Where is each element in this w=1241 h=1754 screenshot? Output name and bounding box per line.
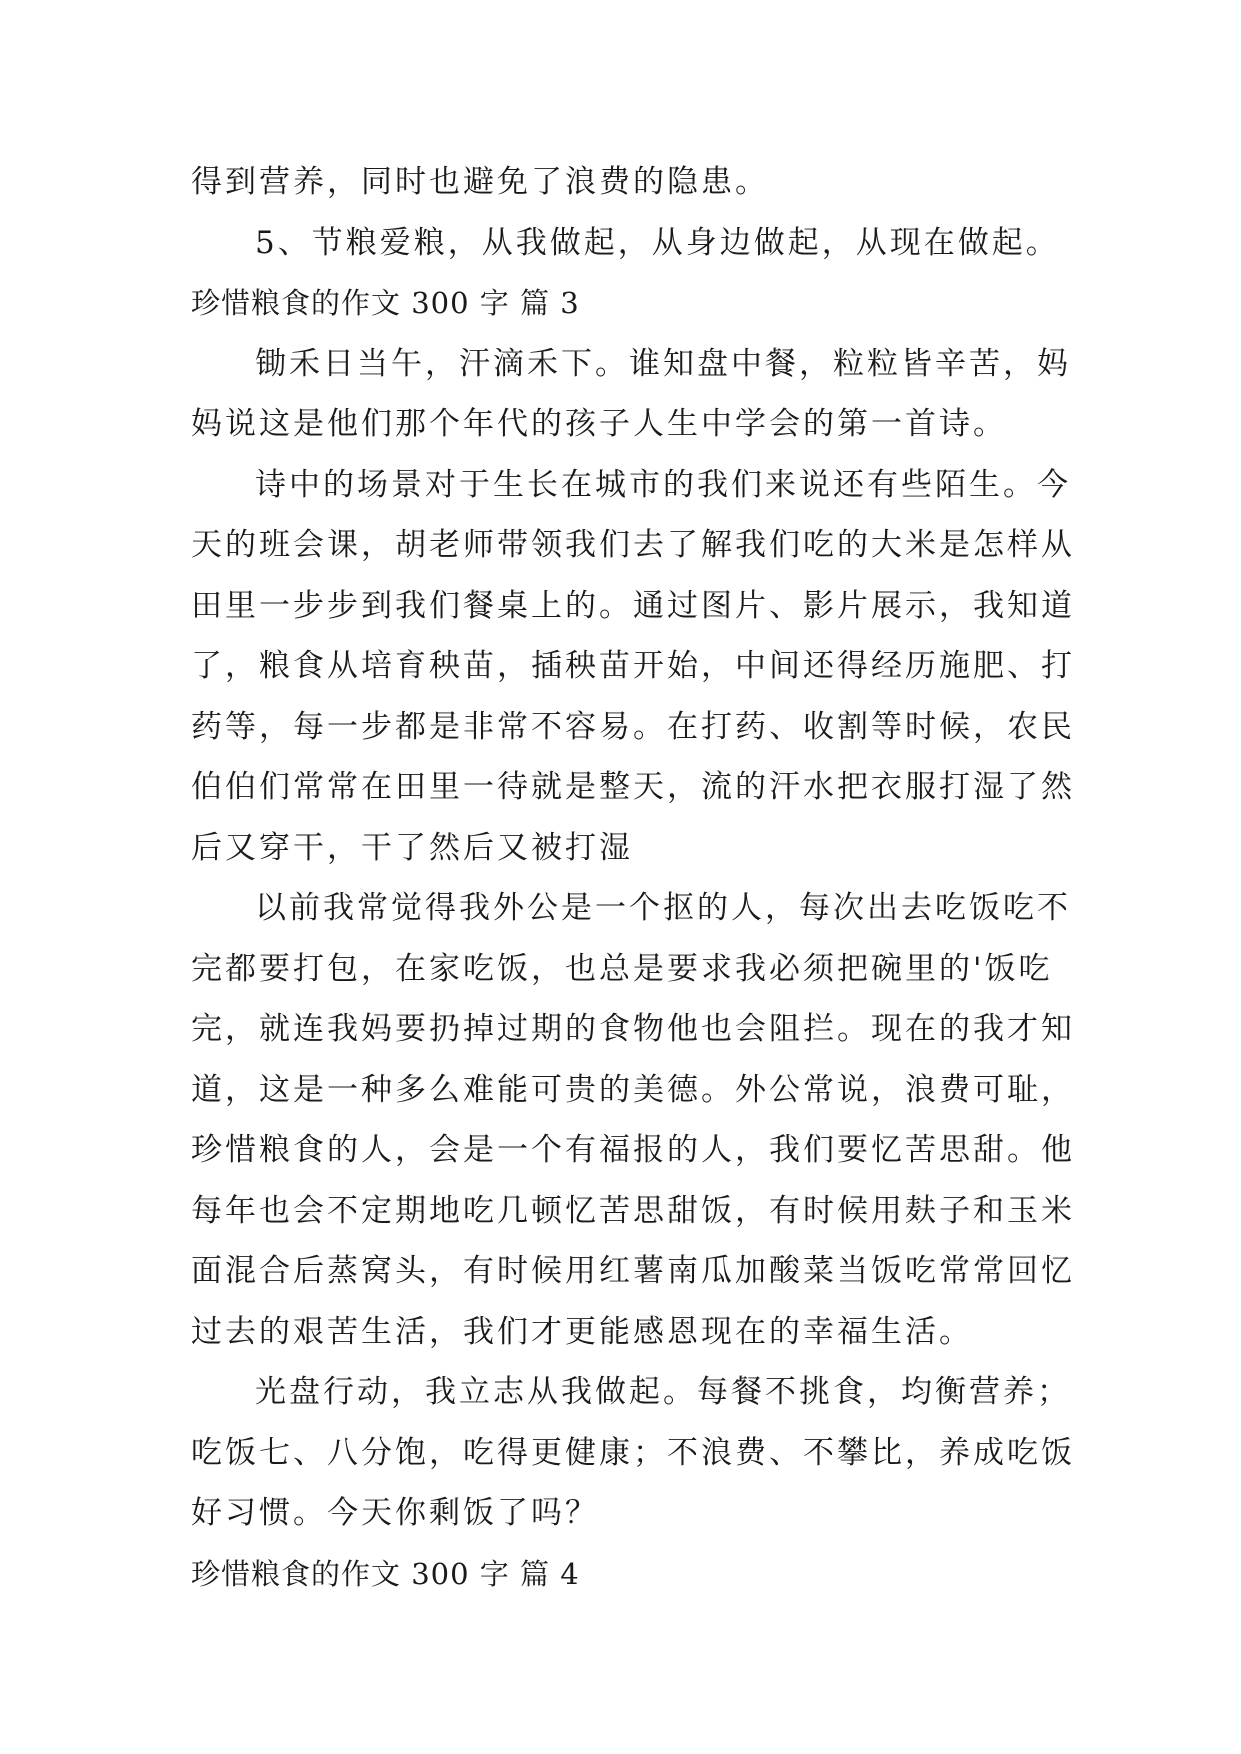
text-line: 得到营养，同时也避免了浪费的隐患。 bbox=[191, 164, 769, 200]
text-line: 吃饭七、八分饱，吃得更健康；不浪费、不攀比，养成吃饭 bbox=[191, 1434, 1075, 1471]
document-page bbox=[191, 152, 1075, 1604]
section-heading-3: 珍惜粮食的作文 300 字 篇 3 bbox=[191, 286, 580, 320]
text-line: 妈说这是他们那个年代的孩子人生中学会的第一首诗。 bbox=[191, 406, 1007, 442]
paragraph-start: 光盘行动，我立志从我做起。每餐不挑食，均衡营养； bbox=[255, 1374, 1071, 1410]
paragraph-start: 以前我常觉得我外公是一个抠的人，每次出去吃饭吃不 bbox=[255, 890, 1071, 926]
text-line: 珍惜粮食的人，会是一个有福报的人，我们要忆苦思甜。他 bbox=[191, 1132, 1075, 1168]
text-line: 伯伯们常常在田里一待就是整天，流的汗水把衣服打湿了然 bbox=[191, 769, 1075, 805]
paragraph-start: 诗中的场景对于生长在城市的我们来说还有些陌生。今 bbox=[255, 466, 1071, 503]
text-line: 面混合后蒸窝头，有时候用红薯南瓜加酸菜当饭吃常常回忆 bbox=[191, 1253, 1075, 1289]
text-line: 后又穿干，干了然后又被打湿 bbox=[191, 829, 633, 866]
paragraph-start: 锄禾日当午，汗滴禾下。谁知盘中餐，粒粒皆辛苦，妈 bbox=[255, 345, 1071, 382]
text-line: 好习惯。今天你剩饭了吗？ bbox=[191, 1495, 599, 1531]
text-line: 完都要打包，在家吃饭，也总是要求我必须把碗里的'饭吃 bbox=[191, 950, 1053, 987]
text-line: 完，就连我妈要扔掉过期的食物他也会阻拦。现在的我才知 bbox=[191, 1011, 1075, 1047]
text-line: 田里一步步到我们餐桌上的。通过图片、影片展示，我知道 bbox=[191, 587, 1075, 624]
text-line: 每年也会不定期地吃几顿忆苦思甜饭，有时候用麸子和玉米 bbox=[191, 1192, 1075, 1229]
list-item-5: 5、节粮爱粮，从我做起，从身边做起，从现在做起。 bbox=[255, 224, 1060, 261]
text-line: 道，这是一种多么难能可贵的美德。外公常说，浪费可耻， bbox=[191, 1071, 1075, 1108]
text-line: 过去的艰苦生活，我们才更能感恩现在的幸福生活。 bbox=[191, 1313, 973, 1350]
text-line: 了，粮食从培育秧苗，插秧苗开始，中间还得经历施肥、打 bbox=[191, 648, 1075, 684]
text-line: 天的班会课，胡老师带领我们去了解我们吃的大米是怎样从 bbox=[191, 527, 1075, 563]
text-line: 药等，每一步都是非常不容易。在打药、收割等时候，农民 bbox=[191, 708, 1075, 745]
section-heading-4: 珍惜粮食的作文 300 字 篇 4 bbox=[191, 1556, 580, 1591]
